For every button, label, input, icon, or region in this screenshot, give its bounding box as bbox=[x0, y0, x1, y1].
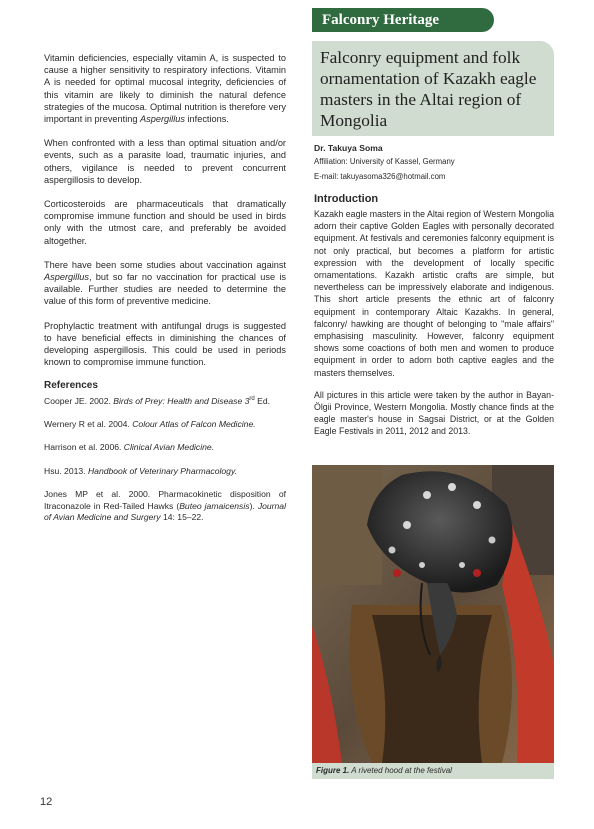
superscript: rd bbox=[249, 395, 255, 402]
text: Ed. bbox=[254, 395, 271, 406]
article-title: Falconry equipment and folk ornamentation of Kazakh eagle masters in the Altai region of Mongolia bbox=[312, 41, 554, 136]
references-heading: References bbox=[44, 380, 98, 392]
text: ). bbox=[249, 500, 258, 511]
text: 14: 15–22. bbox=[160, 511, 204, 522]
text: Wernery R et al. 2004. bbox=[44, 418, 133, 429]
paragraph-vaccination bbox=[44, 259, 286, 308]
caption-label: Figure 1. bbox=[316, 766, 350, 775]
author-affiliation: Affiliation: University of Kassel, Germany bbox=[314, 157, 455, 166]
paragraph-corticosteroids: Corticosteroids are pharmaceuticals that dramatically compromise immune function and should be used in birds only with the utmost care, and preferably be avoided altogether. bbox=[44, 199, 286, 246]
references-list bbox=[44, 394, 286, 524]
eagle-hood-photo bbox=[312, 465, 554, 763]
italic-text: Clinical Avian Medicine. bbox=[123, 442, 215, 453]
text: Cooper JE. 2002. bbox=[44, 395, 114, 406]
reference-item bbox=[44, 466, 286, 477]
left-column bbox=[44, 52, 286, 535]
text: infections. bbox=[184, 114, 229, 125]
introduction-body bbox=[314, 208, 554, 448]
text: Hsu. 2013. bbox=[44, 465, 88, 476]
text: , but so far no vaccination for practical use is available. Further studies are needed to determine the value of this form of preventive medicine. bbox=[44, 272, 286, 307]
author-name: Dr. Takuya Soma bbox=[314, 143, 383, 153]
figure-caption bbox=[312, 763, 554, 779]
paragraph-prophylactic: Prophylactic treatment with antifungal drugs is suggested to have beneficial effects in diminishing the chances of developing aspergillosis. This could be used in periods known to compromise immune function. bbox=[44, 320, 286, 368]
caption-text: A riveted hood at the festival bbox=[349, 766, 452, 775]
section-banner: Falconry Heritage bbox=[312, 8, 494, 32]
paragraph-intro: Kazakh eagle masters in the Altai region of Western Mongolia adorn their captive Golden Eagles with personally decorated equipment. At festivals and ceremonies falconry equipment is not only practical, but becomes a platform for artistic expression with the development of locally specific ornamentations. Kazakh artistic crafts are simple, but nevertheless can be impressively elaborate and indigenous. This short article presents the ethnic art of falconry equipment in contemporary Altaic Kazakhs. In general, falconry/ hawking are thought of belonging to "male affairs" emphasising masculinity. However, falconry equipment shows some coactions of both men and women to produce equipment in order to adorn both captive eagles and the masters themselves. bbox=[314, 209, 554, 378]
italic-term: Aspergillus bbox=[44, 272, 89, 283]
text: Vitamin deficiencies, especially vitamin A, is suspected to cause a higher sensitivity to respiratory infections. Vitamin A is needed for optimal mucosal integrity, deficiencies of this vitamin are likely to diminish the natural defence strategies of the mucosa. Optimal nutrition is therefore very important in preventing bbox=[44, 53, 286, 125]
reference-item bbox=[44, 489, 286, 523]
paragraph-pictures: All pictures in this article were taken by the author in Bayan-Ölgii Province, Western Mongolia. Mostly chance finds at the eagle master's house in Sagsai District, or at the Golden Eagle Festivals in 2011, 2012 and 2013. bbox=[314, 389, 554, 437]
italic-text: Journal of Avian Medicine and Surgery bbox=[44, 500, 286, 522]
italic-text: Handbook of Veterinary Pharmacology. bbox=[87, 465, 237, 476]
paragraph-vitamin bbox=[44, 52, 286, 125]
paragraph-vigilance: When confronted with a less than optimal situation and/or events, such as a parasite load, traumatic injuries, and others, vigilance is needed to prevent concurrent aspergillosis to develop. bbox=[44, 138, 286, 185]
text: Jones MP et al. 2000. Pharmacokinetic disposition of Itraconazole in Red-Tailed Hawks ( bbox=[44, 489, 286, 511]
text: Harrison et al. 2006. bbox=[44, 442, 124, 453]
reference-item bbox=[44, 394, 286, 407]
italic-text: Buteo jamaicensis bbox=[179, 500, 250, 511]
reference-item bbox=[44, 419, 286, 430]
introduction-heading: Introduction bbox=[314, 193, 379, 205]
text: There have been some studies about vaccination against bbox=[44, 259, 286, 270]
page-number: 12 bbox=[40, 796, 53, 808]
reference-item bbox=[44, 442, 286, 453]
italic-term: Aspergillus bbox=[140, 114, 185, 125]
italic-text: Birds of Prey: Health and Disease 3 bbox=[113, 395, 250, 406]
author-email: E-mail: takuyasoma326@hotmail.com bbox=[314, 172, 446, 181]
italic-text: Colour Atlas of Falcon Medicine. bbox=[132, 418, 256, 429]
